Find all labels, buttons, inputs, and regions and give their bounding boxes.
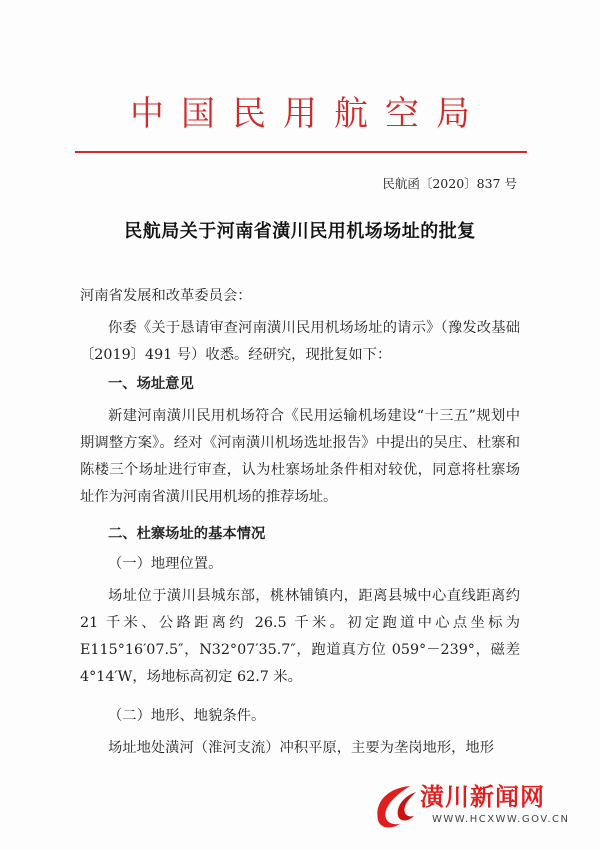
org-title: 中国民用航空局	[130, 94, 487, 134]
document-heading: 民航局关于河南省潢川民用机场场址的批复	[124, 221, 476, 242]
paragraph-location-text: 场址位于潢川县城东部，桃林铺镇内，距离县城中心直线距离约 21 千米、公路距离约 26.5 千米。初定跑道中心点坐标为 E115°16′07.5″，N32°07′35.7″，跑道真方位 059°－239°，磁差 4°14′W，场地标高初定 62.7 米。	[80, 588, 520, 685]
document-number: 民航函〔2020〕837 号	[382, 176, 517, 191]
watermark-site-url: WWW.HCXWW.GOV.CN	[432, 814, 570, 825]
section-heading-site-opinion: 一、场址意见	[108, 376, 194, 392]
paragraph-intro-text: 你委《关于恳请审查河南潢川民用机场场址的请示》（豫发改基础〔2019〕491 号）收悉。经研究，现批复如下：	[80, 320, 520, 363]
paragraph-site-opinion	[80, 403, 520, 511]
paragraph-site-opinion-text: 新建河南潢川民用机场符合《民用运输机场建设“十三五”规划中期调整方案》。经对《河南潢川机场选址报告》中提出的吴庄、杜寨和陈楼三个场址进行审查，认为杜寨场址条件相对较优，同意将杜寨场址作为河南省潢川民用机场的推荐场址。	[80, 408, 520, 505]
watermark-site-name: 潢川新闻网	[420, 783, 545, 811]
paragraph-intro	[80, 315, 520, 369]
subheading-terrain: （二）地形、地貌条件。	[108, 708, 266, 724]
swoosh-logo-icon	[370, 782, 422, 832]
paragraph-location	[80, 583, 520, 691]
paragraph-terrain-text: 场址地处潢河（淮河支流）冲积平原，主要为垄岗地形，地形	[108, 740, 495, 756]
site-watermark-logo	[370, 780, 580, 836]
addressee: 河南省发展和改革委员会：	[80, 288, 252, 304]
subheading-location: （一）地理位置。	[108, 556, 223, 572]
section-heading-site-basics: 二、杜寨场址的基本情况	[108, 526, 266, 542]
red-divider-line	[75, 151, 527, 153]
paragraph-terrain	[80, 735, 520, 762]
